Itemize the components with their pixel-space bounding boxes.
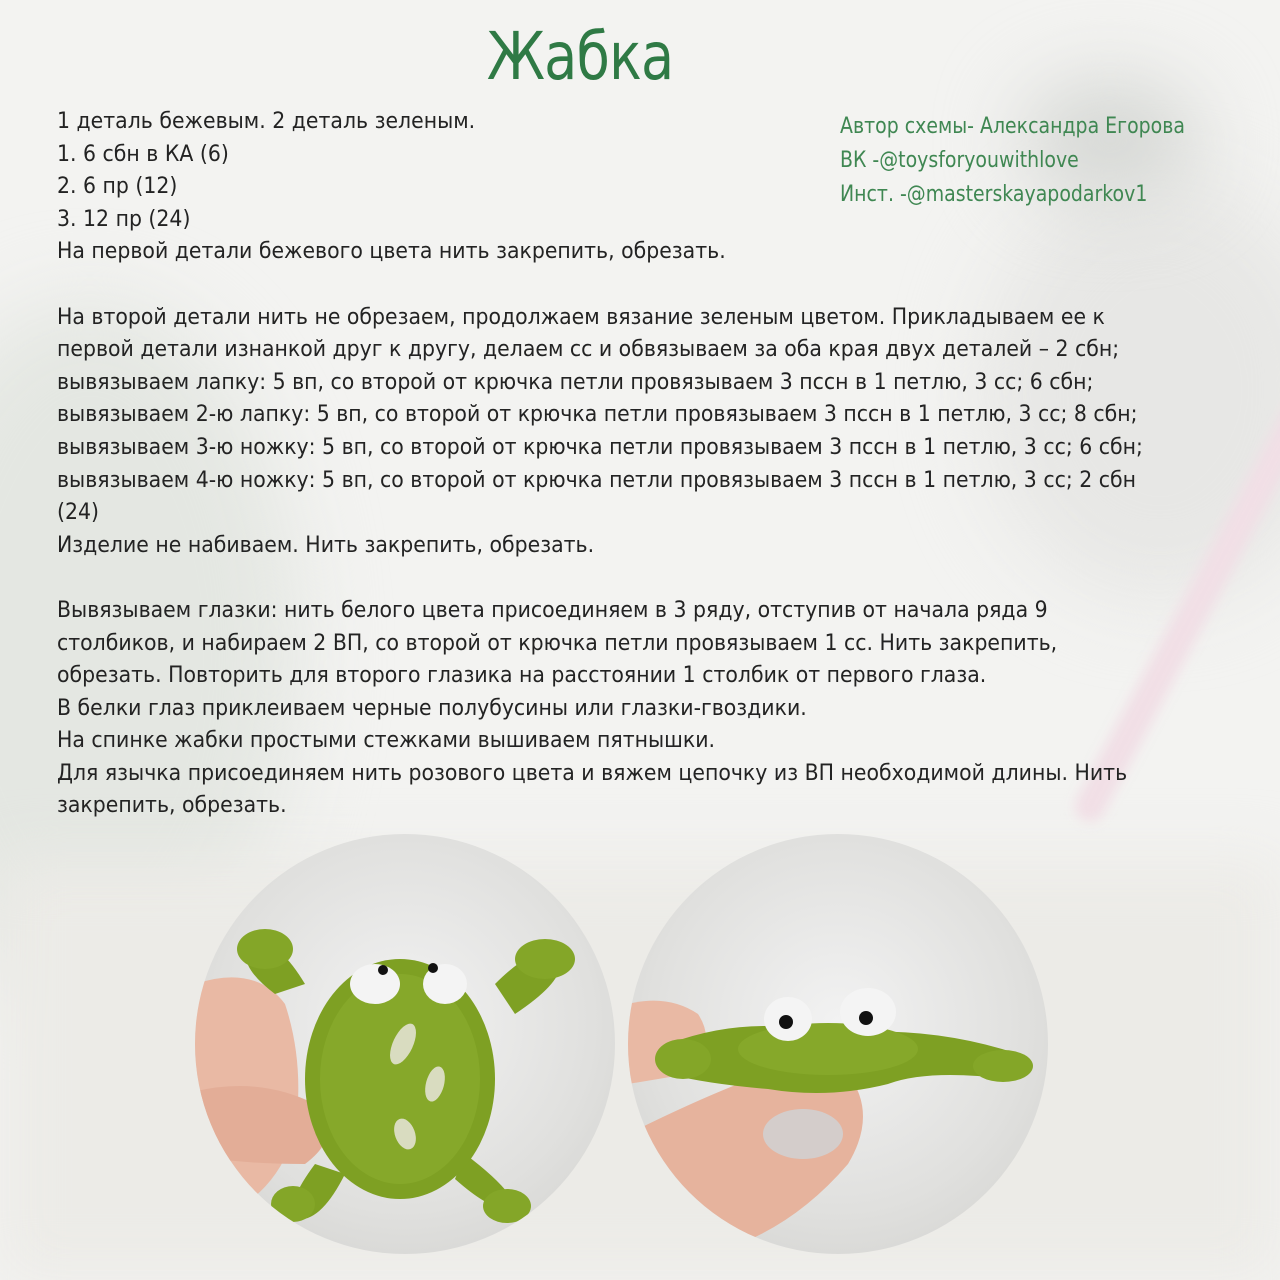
pattern-line: Изделие не набиваем. Нить закрепить, обрезать. (57, 532, 595, 558)
pattern-line: закрепить, обрезать. (57, 793, 287, 819)
pattern-line: Для язычка присоединяем нить розового цвета и вяжем цепочку из ВП необходимой длины. Нить (57, 760, 1128, 786)
pattern-line: столбиков, и набираем 2 ВП, со второй от крючка петли провязываем 1 сс. Нить закрепить, (57, 630, 1058, 656)
photo-frog-top (195, 834, 615, 1254)
pattern-line: Вывязываем глазки: нить белого цвета присоединяем в 3 ряду, отступив от начала ряда 9 (57, 597, 1048, 623)
frog-side-illustration (628, 834, 1048, 1254)
pattern-text (57, 106, 1192, 823)
author-vk: ВК -@toysforyouwithlove (840, 148, 1079, 173)
page-title: Жабка (486, 18, 674, 95)
pattern-line: вывязываем лапку: 5 вп, со второй от крючка петли провязываем 3 пссн в 1 петлю, 3 сс; 6 сбн; (57, 369, 1094, 395)
pattern-line: 1. 6 сбн в КА (6) (57, 141, 229, 167)
paragraph-gap (57, 562, 1192, 595)
paragraph-gap (57, 269, 1192, 302)
frog-top-illustration (195, 834, 615, 1254)
author-instagram: Инст. -@masterskayapodarkov1 (840, 182, 1148, 207)
pattern-line: 1 деталь бежевым. 2 деталь зеленым. (57, 109, 476, 134)
pattern-line: В белки глаз приклеиваем черные полубусины или глазки-гвоздики. (57, 695, 807, 721)
pattern-line: 3. 12 пр (24) (57, 206, 191, 232)
pattern-line: вывязываем 3-ю ножку: 5 вп, со второй от крючка петли провязываем 3 пссн в 1 петлю, 3 сс; 6 сбн; (57, 434, 1143, 460)
pattern-line: первой детали изнанкой друг к другу, делаем сс и обвязываем за оба края двух деталей – 2 сбн; (57, 337, 1120, 363)
pattern-line: вывязываем 4-ю ножку: 5 вп, со второй от крючка петли провязываем 3 пссн в 1 петлю, 3 сс; 2 сбн (57, 467, 1136, 493)
photo-frog-side (628, 834, 1048, 1254)
author-name: Автор схемы- Александра Егорова (840, 114, 1185, 139)
pattern-line: (24) (57, 500, 100, 526)
pattern-line: На второй детали нить не обрезаем, продолжаем вязание зеленым цветом. Прикладываем ее к (57, 304, 1105, 330)
pattern-line: вывязываем 2-ю лапку: 5 вп, со второй от крючка петли провязываем 3 пссн в 1 петлю, 3 сс; 8 сбн; (57, 402, 1138, 428)
pattern-line: 2. 6 пр (12) (57, 174, 178, 200)
pattern-line: На спинке жабки простыми стежками вышиваем пятнышки. (57, 728, 716, 754)
pattern-line: обрезать. Повторить для второго глазика на расстоянии 1 столбик от первого глаза. (57, 663, 987, 689)
pattern-line: На первой детали бежевого цвета нить закрепить, обрезать. (57, 239, 726, 265)
